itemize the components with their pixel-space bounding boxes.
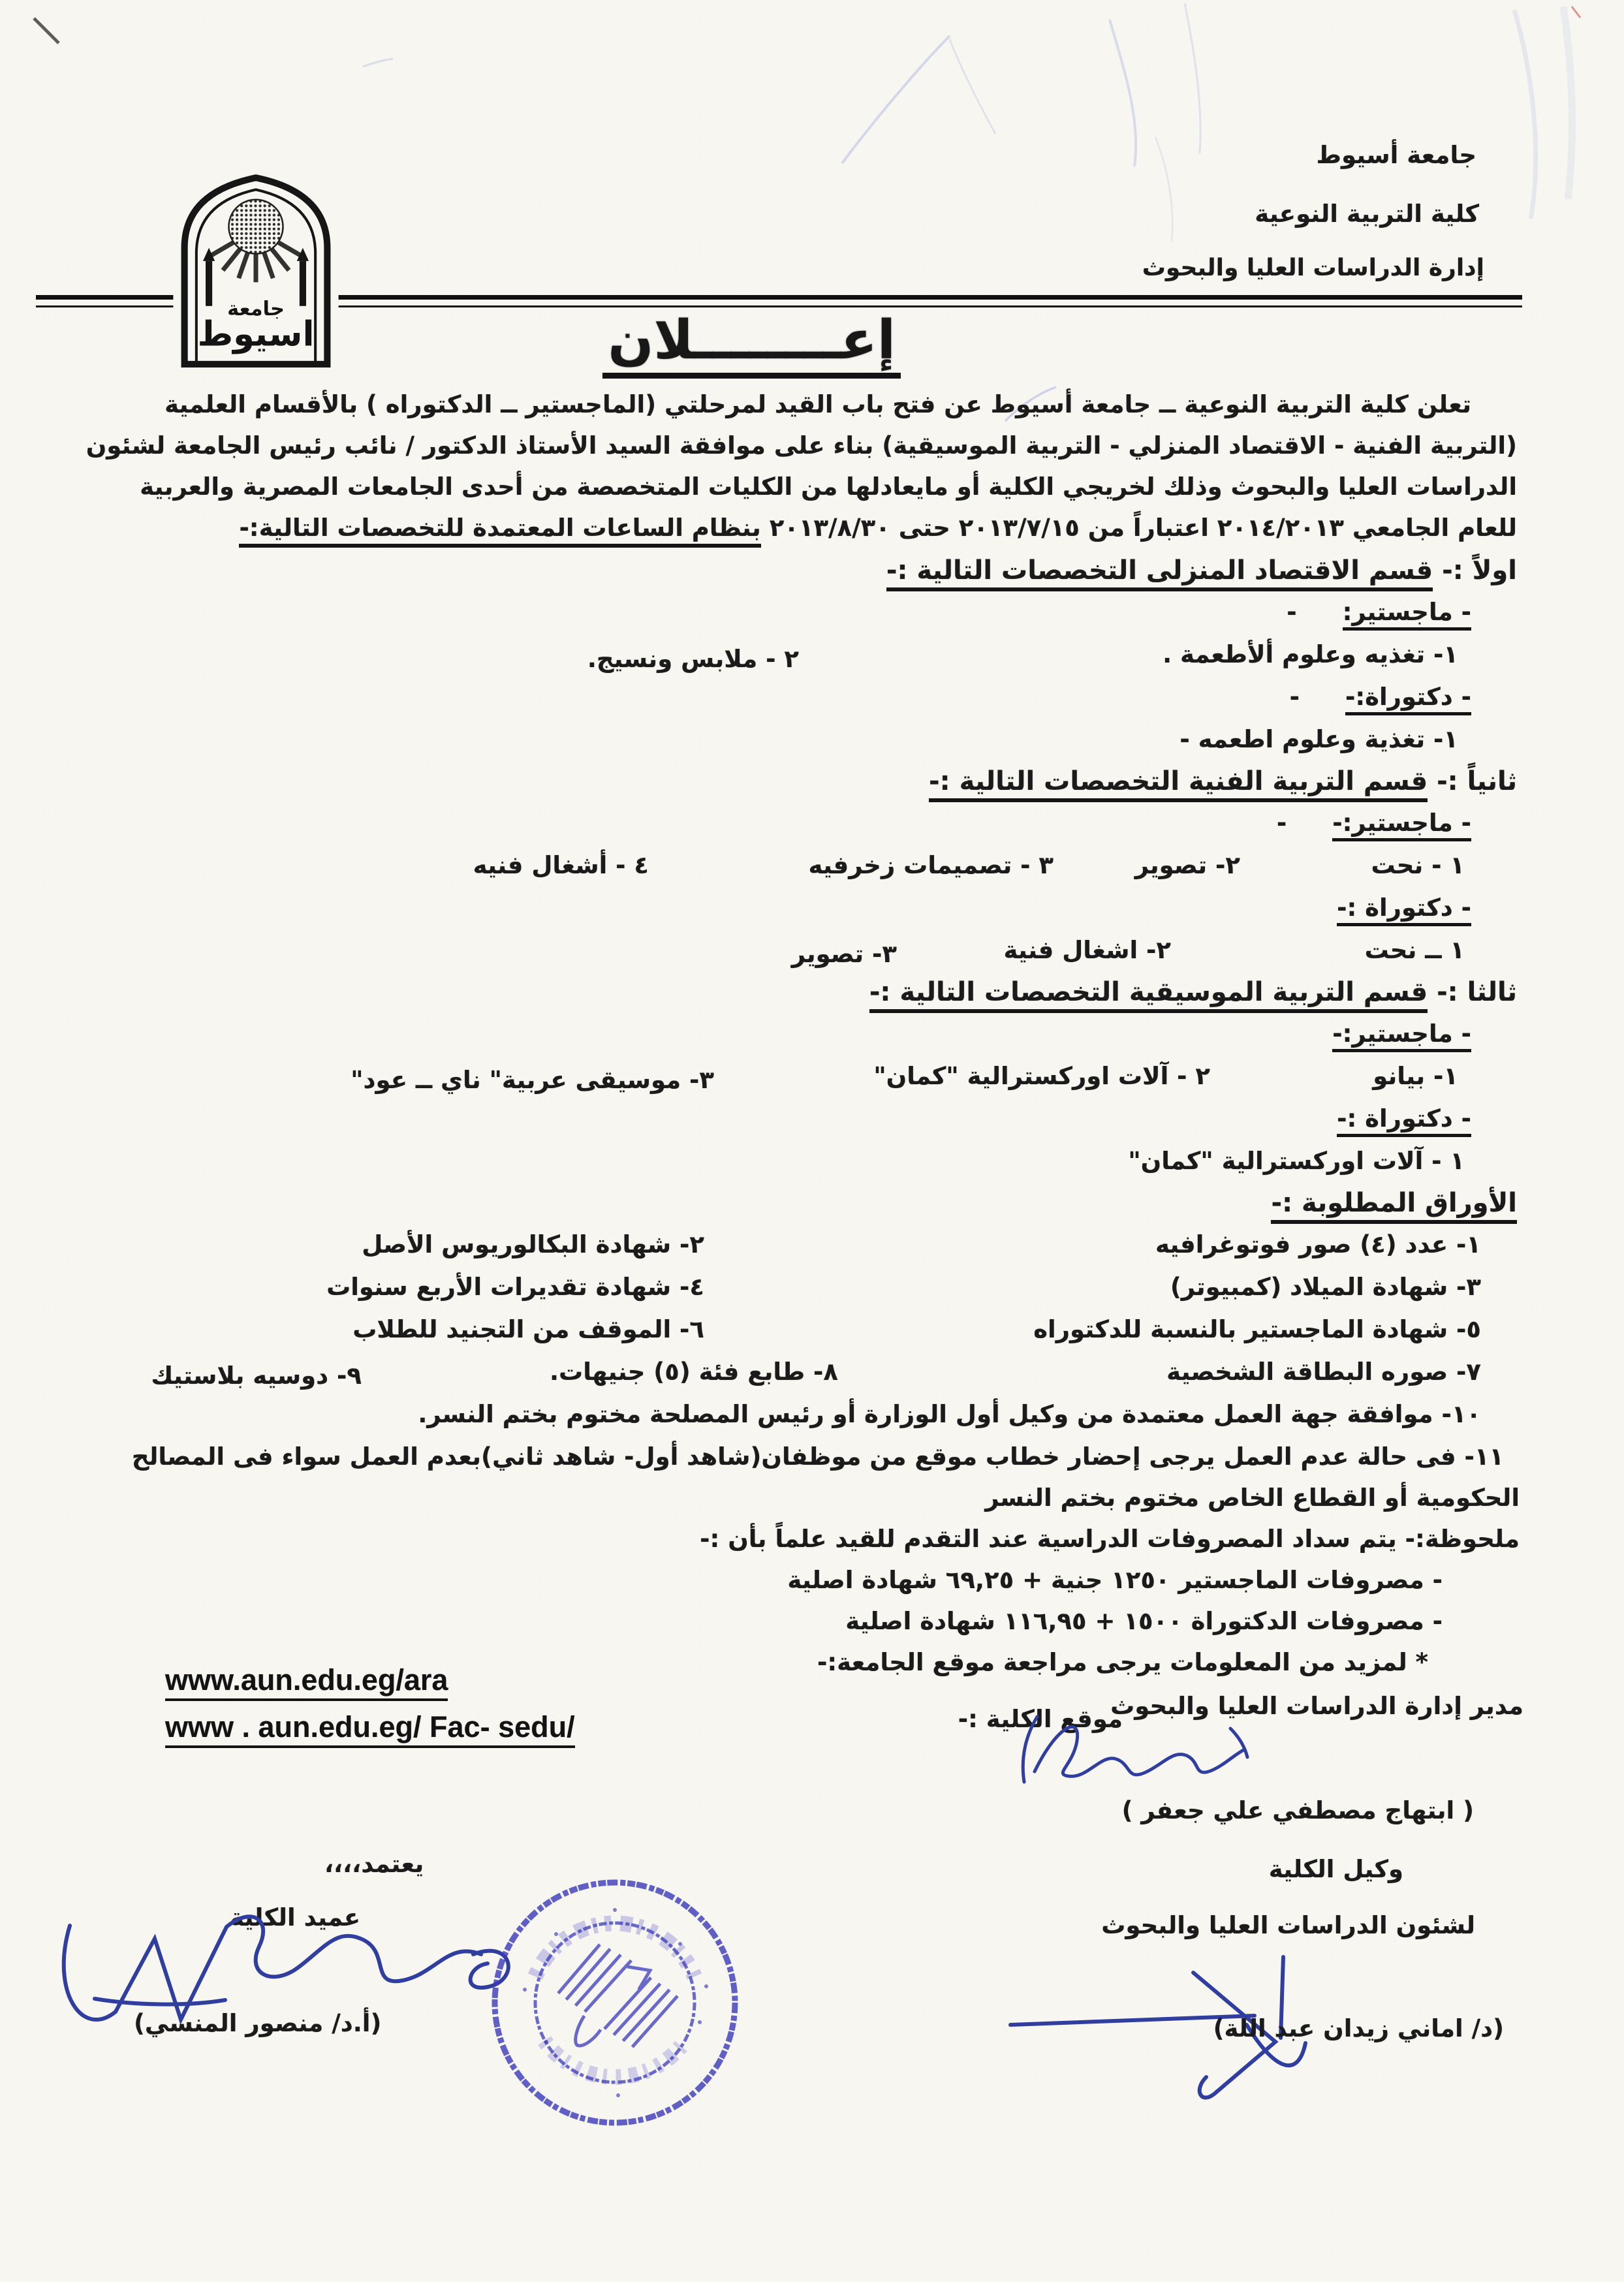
section1-masters-item-1: ١- تغذيه وعلوم ألأطعمة . bbox=[1163, 640, 1458, 668]
approval-label: يعتمد،،،، bbox=[324, 1850, 424, 1878]
announcement-title: إعــــــــلان bbox=[666, 309, 901, 379]
director-name: ( ابتهاج مصطفي علي جعفر ) bbox=[1121, 1796, 1474, 1824]
fee-masters: - مصروفات الماجستير ١٢٥٠ جنية + ٦٩,٢٥ شهادة اصلية bbox=[787, 1566, 1443, 1594]
faculty-site-label: موقع الكلية :- bbox=[958, 1705, 1123, 1733]
vice-dean-title-line-1: وكيل الكلية bbox=[1268, 1855, 1403, 1883]
section3-masters-item-1: ١- بيانو bbox=[1373, 1062, 1458, 1090]
svg-text:اسيوط: اسيوط bbox=[197, 314, 315, 354]
svg-text:جامعة: جامعة bbox=[227, 297, 285, 320]
header-university: جامعة أسيوط bbox=[1316, 141, 1476, 169]
papers-item-4: ٤- شهادة تقديرات الأربع سنوات bbox=[326, 1273, 704, 1301]
vice-dean-name: (د/ اماني زيدان عبد اللة) bbox=[1213, 2014, 1504, 2042]
section2-heading: ثانياً :- قسم التربية الفنية التخصصات التالية :- bbox=[929, 766, 1517, 796]
intro-line-3: الدراسات العليا والبحوث وذلك لخريجي الكلية أو مايعادلها من الكليات المتخصصة من أحدى الجامعات المصرية والعربية bbox=[140, 473, 1517, 501]
faculty-website-url: www . aun.edu.eg/ Fac- sedu/ bbox=[165, 1710, 575, 1748]
papers-item-11-line-1: ١١- فى حالة عدم العمل يرجى إحضار خطاب موقع من موظفان(شاهد أول- شاهد ثاني)بعدم العمل سواء فى المصالح bbox=[131, 1443, 1504, 1471]
section3-phd-label: - دكتوراة :- bbox=[1337, 1104, 1471, 1133]
papers-item-5: ٥- شهادة الماجستير بالنسبة للدكتوراه bbox=[1033, 1315, 1481, 1343]
papers-item-8: ٨- طابع فئة (٥) جنيهات. bbox=[549, 1358, 838, 1386]
section2-phd-item-2: ٢- اشغال فنية bbox=[1003, 936, 1171, 964]
director-signature bbox=[1015, 1709, 1257, 1797]
section2-masters-label: - ماجستير:-- bbox=[1277, 809, 1471, 837]
section1-masters-label: - ماجستير:- bbox=[1287, 598, 1471, 626]
section2-masters-item-1: ١ - نحت bbox=[1371, 851, 1465, 879]
more-info-line: * لمزيد من المعلومات يرجى مراجعة موقع الجامعة:- bbox=[817, 1648, 1428, 1676]
dean-name: (أ.د/ منصور المنسي) bbox=[134, 2009, 382, 2037]
intro-line-4-underlined: بنظام الساعات المعتمدة للتخصصات التالية:- bbox=[239, 514, 760, 548]
papers-item-6: ٦- الموقف من التجنيد للطلاب bbox=[352, 1315, 704, 1343]
papers-item-7: ٧- صوره البطاقة الشخصية bbox=[1166, 1358, 1481, 1386]
section3-masters-label: - ماجستير:- bbox=[1332, 1020, 1471, 1048]
dean-title: عميد الكلية bbox=[230, 1903, 361, 1931]
papers-item-3: ٣- شهادة الميلاد (كمبيوتر) bbox=[1170, 1273, 1481, 1301]
section3-masters-item-2: ٢ - آلات اوركسترالية "كمان" bbox=[873, 1062, 1210, 1090]
note-heading: ملحوظة:- يتم سداد المصروفات الدراسية عند التقدم للقيد علماً بأن :- bbox=[700, 1525, 1520, 1553]
papers-heading: الأوراق المطلوبة :- bbox=[1271, 1188, 1517, 1218]
header-faculty: كلية التربية النوعية bbox=[1255, 200, 1479, 228]
intro-line-4-dates: للعام الجامعي ٢٠١٤/٢٠١٣ اعتباراً من ٢٠١٣/٧/١٥ حتى ٢٠١٣/٨/٣٠ bbox=[760, 514, 1517, 542]
section2-phd-item-1: ١ ــ نحت bbox=[1364, 936, 1465, 964]
director-title: مدير إدارة الدراسات العليا والبحوث bbox=[1110, 1692, 1523, 1720]
university-website-url: www.aun.edu.eg/ara bbox=[165, 1663, 448, 1701]
papers-item-9: ٩- دوسيه بلاستيك bbox=[151, 1362, 362, 1390]
section2-masters-item-3: ٣ - تصميمات زخرفيه bbox=[808, 851, 1054, 879]
section1-phd-label: - دكتوراة:-- bbox=[1290, 683, 1471, 711]
papers-item-1: ١- عدد (٤) صور فوتوغرافيه bbox=[1155, 1230, 1481, 1258]
section3-phd-item-1: ١ - آلات اوركسترالية "كمان" bbox=[1128, 1147, 1465, 1175]
section2-phd-item-3: ٣- تصوير bbox=[791, 940, 897, 968]
papers-item-2: ٢- شهادة البكالوريوس الأصل bbox=[362, 1230, 704, 1258]
papers-item-10: ١٠- موافقة جهة العمل معتمدة من وكيل أول الوزارة أو رئيس المصلحة مختوم بختم النسر. bbox=[418, 1400, 1481, 1428]
intro-line-2: (التربية الفنية - الاقتصاد المنزلي - التربية الموسيقية) بناء على موافقة السيد الأستاذ الدكتور / نائب رئيس الجامعة لشئون bbox=[86, 431, 1517, 460]
section1-masters-item-2: ٢ - ملابس ونسيج. bbox=[587, 645, 799, 673]
intro-line-4 bbox=[239, 514, 1517, 542]
section2-masters-item-2: ٢- تصوير bbox=[1134, 851, 1240, 879]
official-stamp bbox=[484, 1872, 745, 2133]
section3-masters-item-3: ٣- موسيقى عربية" ناي ــ عود" bbox=[351, 1066, 714, 1094]
vice-dean-title-line-2: لشئون الدراسات العليا والبحوث bbox=[1101, 1911, 1475, 1939]
section2-masters-item-4: ٤ - أشغال فنيه bbox=[473, 851, 649, 879]
fee-phd: - مصروفات الدكتوراة ١٥٠٠ + ١١٦,٩٥ شهادة اصلية bbox=[845, 1607, 1443, 1635]
section1-phd-item-1: ١- تغذية وعلوم اطعمه - bbox=[1179, 725, 1458, 753]
section1-heading: اولاً :- قسم الاقتصاد المنزلى التخصصات التالية :- bbox=[886, 555, 1517, 586]
section3-heading: ثالثا :- قسم التربية الموسيقية التخصصات التالية :- bbox=[869, 977, 1517, 1007]
intro-line-1: تعلن كلية التربية النوعية ــ جامعة أسيوط عن فتح باب القيد لمرحلتي (الماجستير ــ الدكتوراه ) بالأقسام العلمية bbox=[164, 390, 1471, 418]
university-logo bbox=[170, 162, 342, 368]
section2-phd-label: - دكتوراة :- bbox=[1337, 894, 1471, 922]
header-department: إدارة الدراسات العليا والبحوث bbox=[1142, 255, 1484, 281]
papers-item-11-line-2: الحكومية أو القطاع الخاص مختوم بختم النسر bbox=[985, 1484, 1520, 1512]
